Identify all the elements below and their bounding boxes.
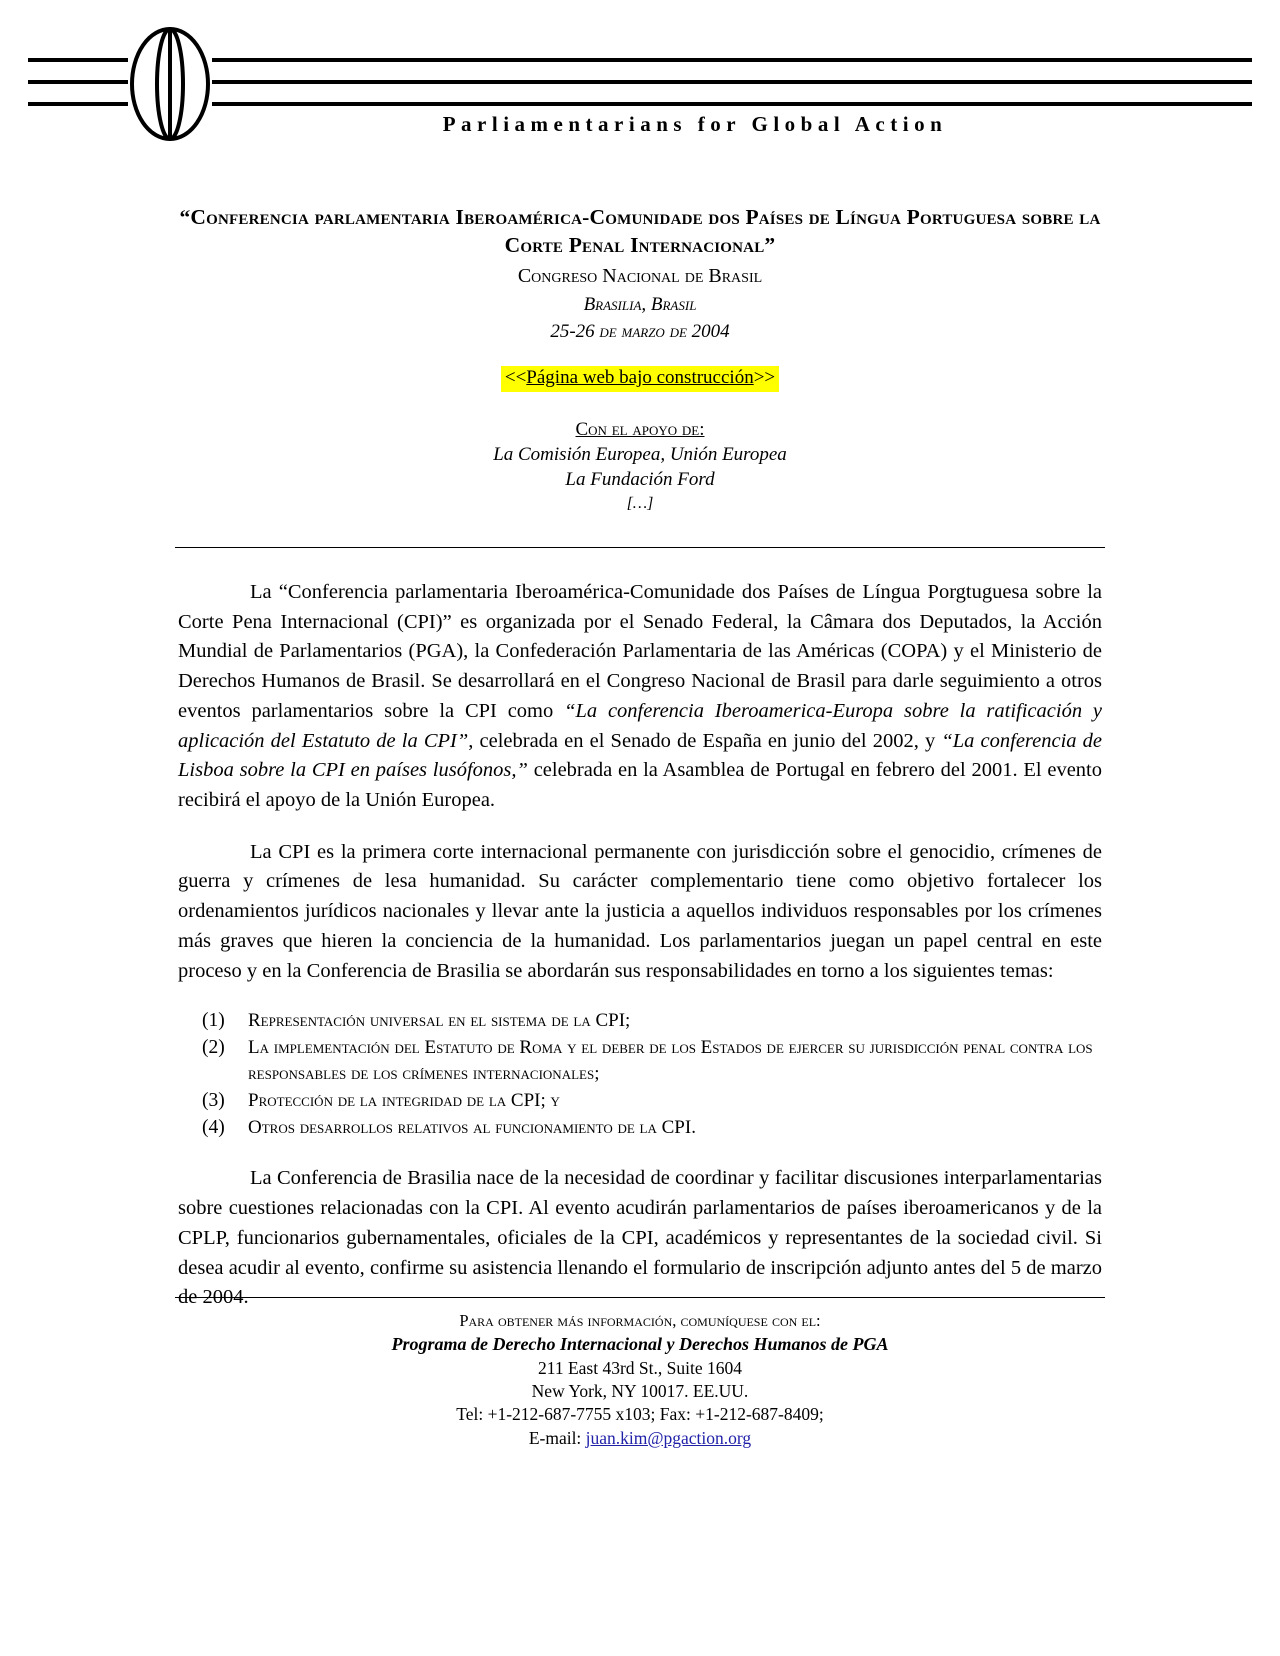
conference-city: Brasilia, Brasil bbox=[583, 293, 697, 315]
conference-venue: Congreso Nacional de Brasil bbox=[517, 265, 763, 288]
web-notice-text: Página web bajo construcción bbox=[526, 367, 754, 389]
footer-address-line-2: New York, NY 10017. EE.UU. bbox=[531, 1381, 749, 1402]
paragraph-1-part-1: La “Conferencia parlamentaria Iberoamérica-Comunidade dos Países de Língua Porgtuguesa sobre la Corte Pena Internacional (CPI)” es organizada por el Senado Federal, la Câmara dos Deputados, la Acción Mundial de Parlamentarios (PGA), la Confederación Parlamentaria de las Américas (COPA) y el Ministerio de Derechos Humanos de Brasil. Se desarrollará en el Congreso Nacional de Brasil para darle seguimiento a otros eventos parlamentarios sobre la CPI como bbox=[178, 581, 1102, 722]
topic-text: Otros desarrollos relativos al funcionamiento de la CPI. bbox=[248, 1116, 696, 1138]
footer-program-name: Programa de Derecho Internacional y Derechos Humanos de PGA bbox=[391, 1333, 889, 1354]
list-item bbox=[178, 1008, 1102, 1034]
topic-text: Protección de la integridad de la CPI; y bbox=[248, 1089, 560, 1111]
web-notice-prefix: << bbox=[504, 367, 527, 389]
document-footer bbox=[0, 1310, 1280, 1450]
footer-email-line bbox=[0, 1427, 1280, 1450]
body-paragraph-1 bbox=[178, 578, 1102, 816]
list-item bbox=[178, 1035, 1102, 1087]
support-sponsor-2: La Fundación Ford bbox=[565, 468, 715, 490]
support-ellipsis: […] bbox=[626, 495, 654, 513]
conference-dates: 25-26 de marzo de 2004 bbox=[550, 320, 730, 342]
letterhead bbox=[0, 0, 1280, 170]
footer-email-link[interactable]: juan.kim@pgaction.org bbox=[585, 1427, 752, 1448]
footer-divider bbox=[175, 1297, 1105, 1298]
footer-email-label: E-mail: bbox=[528, 1427, 586, 1448]
topic-number: (3) bbox=[202, 1089, 225, 1111]
body-paragraph-2: La CPI es la primera corte internacional permanente con jurisdicción sobre el genocidio, crímenes de guerra y crímenes de lesa humanidad. Su carácter complementario tiene como objetivo fortalecer los ordenamientos jurídicos nacionales y llevar ante la justicia a aquellos individuos responsables por los crímenes más graves que hieren la conciencia de la humanidad. Los parlamentarios juegan un papel central en este proceso y en la Conferencia de Brasilia se abordarán sus responsabilidades en torno a los siguientes temas: bbox=[178, 840, 1102, 982]
web-notice-suffix: >> bbox=[753, 367, 776, 389]
support-heading: Con el apoyo de: bbox=[575, 419, 705, 441]
topic-number: (4) bbox=[202, 1116, 225, 1138]
title-block bbox=[0, 204, 1280, 515]
topic-text: Representación universal en el sistema de la CPI; bbox=[248, 1010, 631, 1032]
paragraph-1-italic-2: “La conferencia de Lisboa sobre la CPI en países lusófonos,” bbox=[178, 729, 1103, 782]
footer-phone-line: Tel: +1-212-687-7755 x103; Fax: +1-212-687-8409; bbox=[456, 1404, 824, 1425]
footer-heading: Para obtener más información, comuníquese con el: bbox=[459, 1311, 821, 1330]
support-sponsor-1: La Comisión Europea, Unión Europea bbox=[493, 443, 787, 465]
body-paragraph-3: La Conferencia de Brasilia nace de la necesidad de coordinar y facilitar discusiones interparlamentarias sobre cuestiones relacionadas con la CPI. Al evento acudirán parlamentarios de países iberoamericanos y de la CPLP, funcionarios gubernamentales, oficiales de la CPI, académicos y representantes de la sociedad civil. Si desea acudir al evento, confirme su asistencia llenando el formulario de inscripción adjunto antes del 5 de marzo de 2004. bbox=[178, 1167, 1102, 1309]
globe-icon bbox=[128, 26, 212, 142]
list-item bbox=[178, 1115, 1102, 1141]
support-block bbox=[0, 418, 1280, 515]
paragraph-1-italic-1: “La conferencia Iberoamerica-Europa sobre la ratificación y aplicación del Estatuto de la CPI” bbox=[178, 699, 1103, 752]
paragraph-1-part-2: , celebrada en el Senado de España en junio del 2002, y bbox=[468, 729, 942, 752]
topics-list bbox=[178, 1008, 1102, 1140]
topic-number: (1) bbox=[202, 1010, 225, 1032]
conference-title: “Conferencia parlamentaria Iberoamérica-Comunidade dos Países de Língua Portuguesa sobre la Corte Penal Internacional” bbox=[179, 205, 1101, 257]
web-notice-badge bbox=[501, 366, 779, 392]
document-body bbox=[178, 548, 1102, 1313]
list-item bbox=[178, 1088, 1102, 1114]
web-notice-row bbox=[0, 366, 1280, 392]
topic-number: (2) bbox=[202, 1037, 225, 1059]
topic-text: La implementación del Estatuto de Roma y el deber de los Estados de ejercer su jurisdicción penal contra los responsables de los crímenes internacionales; bbox=[248, 1037, 1093, 1084]
paragraph-1-part-3: celebrada en la Asamblea de Portugal en febrero del 2001. El evento recibirá el apoyo de la Unión Europea. bbox=[178, 759, 1103, 812]
organization-name: Parliamentarians for Global Action bbox=[442, 112, 948, 136]
footer-address-line-1: 211 East 43rd St., Suite 1604 bbox=[537, 1357, 742, 1378]
